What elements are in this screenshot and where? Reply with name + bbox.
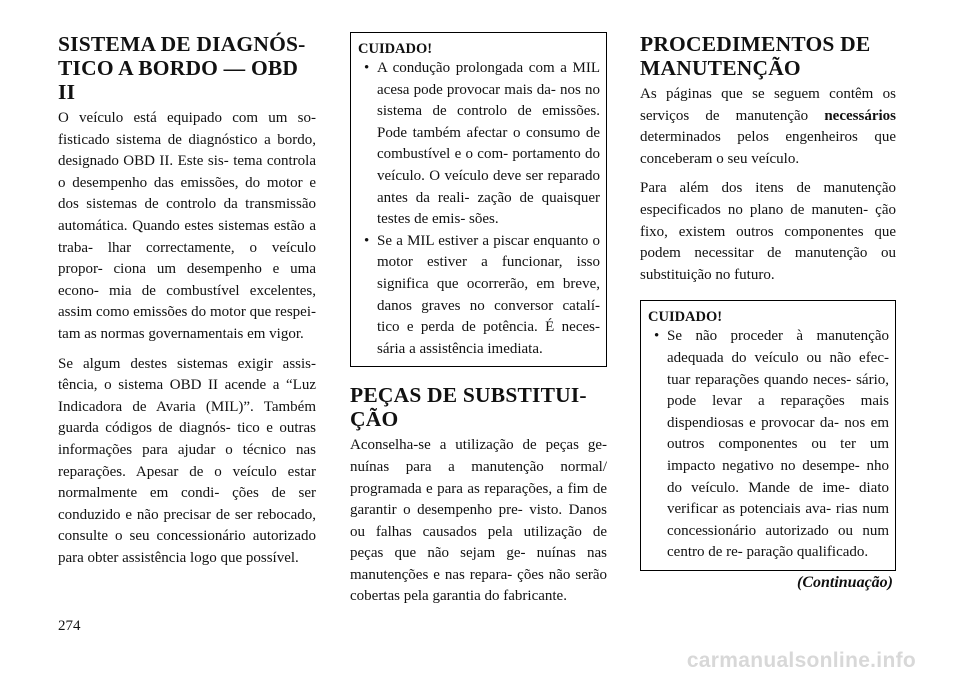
caution-box [640,300,896,571]
bullet-icon: • [364,232,370,249]
section-heading-maintenance [640,32,896,80]
heading-line: SISTEMA DE DIAGNÓS- [58,32,306,56]
column-left [58,32,316,569]
heading-line: ÇÃO [350,407,399,432]
caution-item [358,58,600,231]
paragraph: O veículo está equipado com um so- fisticado sistema de diagnóstico a bordo, designado OBD II. Este sis- tema controla o desempenho das emissões, do motor e dos sistemas de controlo da transmissão automática. Quando estes sistemas estão a traba- lhar correctamente, o veículo propor- ciona um desempenho e uma econo- mia de combustível excelentes, assim como emissões do motor que respei- tam as normas governamentais em vigor. [58,110,316,342]
paragraph: Aconselha-se a utilização de peças ge- nuínas para a manutenção normal/ programada e para as reparações, a fim de garantir o desempenho pre- visto. Danos ou falhas causados pela utilização de peças que não sejam ge- nuínas nas manutenções e nas repara- ções não serão cobertas pela garantia do fabricante. [350,437,607,605]
caution-title: CUIDADO! [648,309,723,326]
watermark: carmanualsonline.info [686,649,916,672]
caution-list [358,58,600,360]
caution-list [648,326,889,564]
heading-line: PROCEDIMENTOS DE [640,32,871,56]
heading-line: MANUTENÇÃO [640,56,801,80]
paragraph: Se algum destes sistemas exigir assis- tência, o sistema OBD II acende a “Luz Indicadora de Avaria (MIL)”. Também guarda códigos de diagnós- tico e outras informações para ajudar o técnico nas reparações. Apesar de o veículo estar normalmente em condi- ções de ser conduzido e não precisar de ser rebocado, consulte o seu concessionário autorizado para obter assistência logo que possível. [58,355,316,566]
page-number: 274 [58,618,81,634]
caution-title: CUIDADO! [358,41,433,57]
caution-item-text: A condução prolongada com a MIL acesa pode provocar mais da- nos no sistema de controlo de emissões. Pode também afectar o consumo de combustível e o com- portamento do veículo. O veículo deve ser reparado antes da reali- zação de quaisquer testes de emis- sões. [377,60,600,228]
caution-item [358,231,600,361]
caution-item-text: Se a MIL estiver a piscar enquanto o motor estiver a funcionar, isso significa que ocorrerão, em breve, danos graves no conversor catalí- tico e perda de potência. É neces- sária a assistência imediata. [377,232,600,357]
caution-item [648,326,889,564]
paragraph: Para além dos itens de manutenção especificados no plano de manuten- ção fixo, existem outros componentes que podem necessitar de manutenção ou substituição no futuro. [640,180,896,283]
paragraph [640,84,896,170]
caution-item-text: Se não proceder à manutenção adequada do veículo ou não efec- tuar reparações quando neces- sário, pode levar a reparações mais dispendiosas e provocar da- nos em outros componentes ou ter um impacto negativo no desempe- nho do veículo. Mande de ime- diato verificar as potenciais ava- rias num concessionário autorizado ou num centro de re- paração qualificado. [667,328,889,561]
bullet-icon: • [654,328,660,345]
section-heading-obd [58,32,316,104]
heading-line: PEÇAS DE SUBSTITUI- [350,383,587,408]
column-right [640,32,896,593]
paragraph-text: As páginas que se seguem contêm os serviços de manutenção [640,86,896,124]
continued-label: (Continuação) [796,573,893,591]
column-middle [350,32,607,608]
paragraph-bold-text: necessários [824,107,896,124]
caution-box [350,32,607,367]
paragraph-text: determinados pelos engenheiros que conceberam o seu veículo. [640,129,896,167]
section-heading-parts [350,383,607,431]
bullet-icon: • [364,60,370,76]
heading-line: TICO A BORDO — OBD II [58,56,299,104]
